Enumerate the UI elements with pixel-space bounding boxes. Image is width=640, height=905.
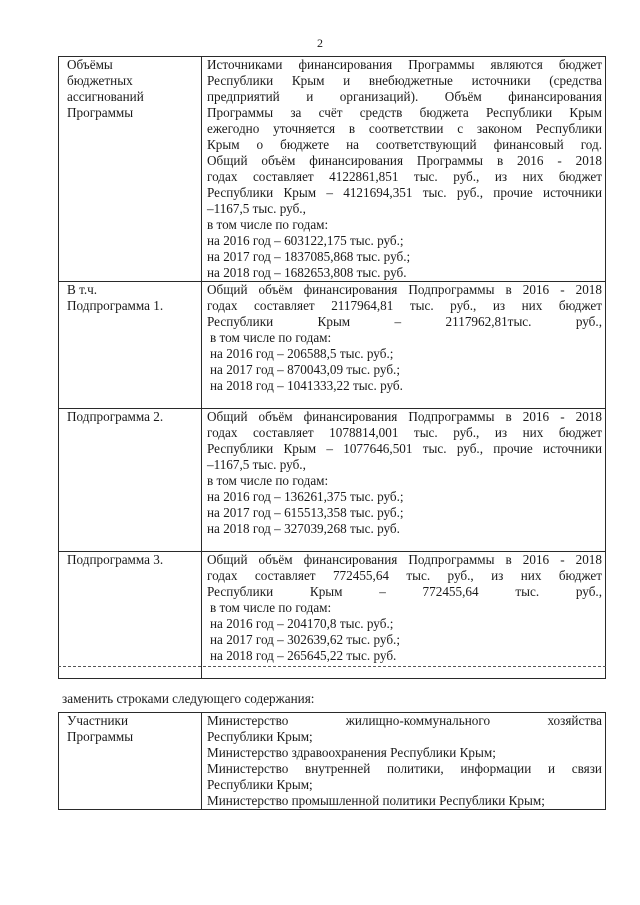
funding-text-line: Источниками финансирования Программы являются бюджет <box>207 57 602 72</box>
funding-text-block <box>207 409 602 537</box>
funding-year-line: на 2018 год – 265645,22 тыс. руб. <box>210 648 397 663</box>
funding-year-line: в том числе по годам: <box>210 600 332 615</box>
funding-row-content-cell <box>202 552 606 679</box>
funding-text-line: годах составляет 4122861,851 тыс. руб., из них бюджет <box>207 169 602 184</box>
funding-row-content-cell <box>202 282 606 409</box>
program-participants-table <box>58 712 606 810</box>
funding-text-line: Республики Крым – 772455,64 тыс. руб., <box>207 584 602 599</box>
funding-year-line: на 2018 год – 1041333,22 тыс. руб. <box>210 378 403 393</box>
funding-text-line: Республики Крым – 2117962,81тыс. руб., <box>207 314 602 329</box>
funding-row <box>59 57 606 282</box>
participants-label-line: Участники <box>67 713 129 728</box>
funding-text-line: предприятий и организаций). Объём финансирования <box>207 89 602 104</box>
funding-text-block <box>207 57 602 281</box>
funding-text-line: Общий объём финансирования Подпрограммы в 2016 - 2018 <box>207 409 602 424</box>
funding-text-line: годах составляет 2117964,81 тыс. руб., из них бюджет <box>207 298 602 313</box>
funding-year-line: на 2016 год – 206588,5 тыс. руб.; <box>210 346 394 361</box>
funding-text-line: Общий объём финансирования Подпрограммы в 2016 - 2018 <box>207 282 602 297</box>
participant-line: Министерство жилищно-коммунального хозяйства <box>207 713 602 728</box>
funding-year-line: на 2017 год – 870043,09 тыс. руб.; <box>210 362 400 377</box>
page-number: 2 <box>317 36 323 50</box>
participant-line: Министерство внутренней политики, информации и связи <box>207 761 602 776</box>
participant-line: Министерство промышленной политики Республики Крым; <box>207 793 545 808</box>
funding-year-line: –1167,5 тыс. руб., <box>207 457 306 472</box>
funding-text-line: ежегодно уточняется в соответствии с законом Республики <box>207 121 602 136</box>
participants-label-cell <box>59 713 202 810</box>
funding-row <box>59 552 606 679</box>
funding-row-label-cell <box>59 57 202 282</box>
funding-year-line: –1167,5 тыс. руб., <box>207 201 306 216</box>
row-label-line: Программы <box>67 105 134 120</box>
funding-year-line: на 2016 год – 204170,8 тыс. руб.; <box>210 616 394 631</box>
row-label-line: Подпрограмма 1. <box>67 298 164 313</box>
funding-text-line: Крым о бюджете на соответствующий финансовый год. <box>207 137 602 152</box>
dotted-separator <box>58 666 606 667</box>
funding-text-block <box>207 552 602 664</box>
funding-row-content-cell <box>202 409 606 552</box>
replace-caption: заменить строками следующего содержания: <box>62 691 315 706</box>
funding-year-line: на 2016 год – 136261,375 тыс. руб.; <box>207 489 404 504</box>
funding-row <box>59 409 606 552</box>
funding-year-line: на 2017 год – 302639,62 тыс. руб.; <box>210 632 400 647</box>
row-label-line: Объёмы <box>67 57 113 72</box>
funding-row-label-cell <box>59 409 202 552</box>
funding-text-line: годах составляет 772455,64 тыс. руб., из них бюджет <box>207 568 602 583</box>
funding-text-block <box>207 282 602 394</box>
funding-year-line: на 2016 год – 603122,175 тыс. руб.; <box>207 233 404 248</box>
row-label-line: бюджетных <box>67 73 133 88</box>
program-funding-table <box>58 56 606 679</box>
funding-text-line: Республики Крым – 1077646,501 тыс. руб., прочие источники <box>207 441 602 456</box>
funding-year-line: в том числе по годам: <box>207 217 329 232</box>
funding-text-line: Республики Крым и внебюджетные источники (средства <box>207 73 602 88</box>
funding-year-line: на 2017 год – 1837085,868 тыс. руб.; <box>207 249 411 264</box>
funding-text-line: Общий объём финансирования Подпрограммы в 2016 - 2018 <box>207 552 602 567</box>
funding-year-line: на 2018 год – 327039,268 тыс. руб. <box>207 521 400 536</box>
participant-line: Министерство здравоохранения Республики Крым; <box>207 745 496 760</box>
funding-text-line: годах составляет 1078814,001 тыс. руб., из них бюджет <box>207 425 602 440</box>
row-label-line: ассигнований <box>67 89 144 104</box>
participant-line: Республики Крым; <box>207 777 313 792</box>
funding-year-line: в том числе по годам: <box>207 473 329 488</box>
participants-row <box>59 713 606 810</box>
funding-row <box>59 282 606 409</box>
funding-year-line: на 2017 год – 615513,358 тыс. руб.; <box>207 505 404 520</box>
row-label-line: В т.ч. <box>67 282 98 297</box>
participant-line: Республики Крым; <box>207 729 313 744</box>
funding-year-line: в том числе по годам: <box>210 330 332 345</box>
funding-text-line: Республики Крым – 4121694,351 тыс. руб., прочие источники <box>207 185 602 200</box>
funding-text-line: Общий объём финансирования Программы в 2016 - 2018 <box>207 153 602 168</box>
row-label-line: Подпрограмма 2. <box>67 409 164 424</box>
program-funding-table-body <box>59 57 606 679</box>
funding-row-label-cell <box>59 282 202 409</box>
participants-label-line: Программы <box>67 729 134 744</box>
funding-row-content-cell <box>202 57 606 282</box>
funding-text-line: Программы за счёт средств бюджета Республики Крым <box>207 105 602 120</box>
funding-row-label-cell <box>59 552 202 679</box>
funding-year-line: на 2018 год – 1682653,808 тыс. руб. <box>207 265 407 280</box>
row-label-line: Подпрограмма 3. <box>67 552 164 567</box>
participants-content-cell <box>202 713 606 810</box>
